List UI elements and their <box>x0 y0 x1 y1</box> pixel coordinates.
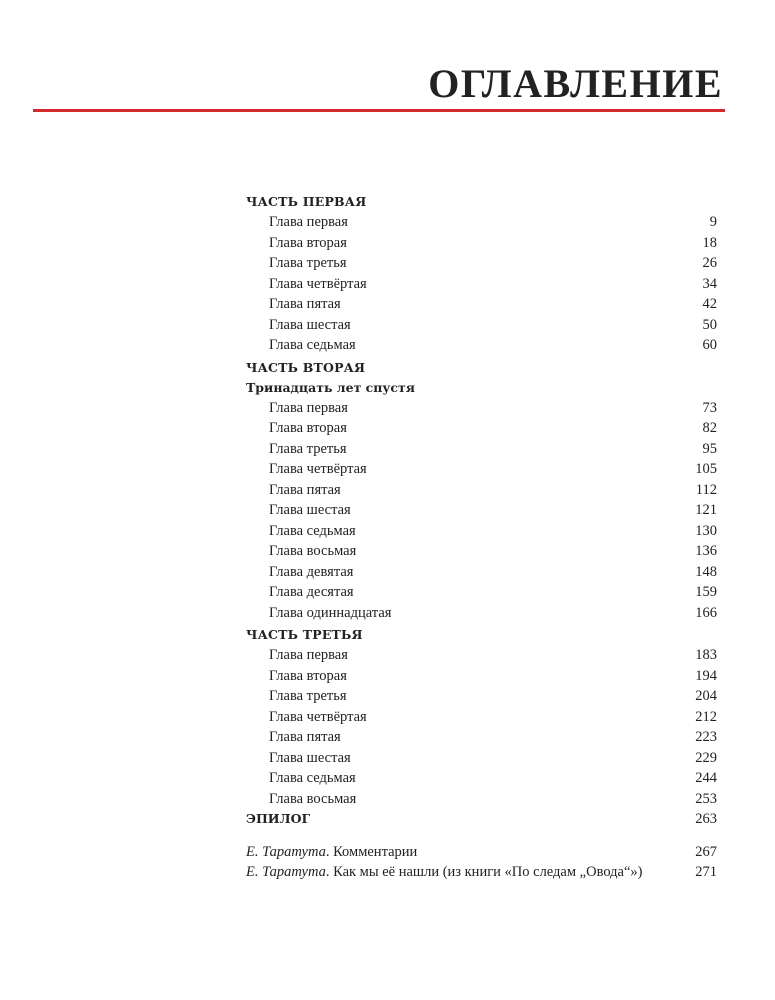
toc-entry[interactable] <box>246 315 717 336</box>
author-name: Е. Таратута <box>246 843 326 860</box>
page-number: 112 <box>695 481 717 498</box>
part-heading: ЧАСТЬ ВТОРАЯ <box>246 359 366 375</box>
page-number: 136 <box>695 543 717 559</box>
chapter-title: Глава четвёртая <box>269 275 367 292</box>
chapter-title: Глава первая <box>269 647 348 663</box>
page-number: 9 <box>709 214 717 230</box>
page-number: 148 <box>695 563 717 580</box>
page-number: 95 <box>702 440 717 457</box>
chapter-title: Глава седьмая <box>269 337 356 353</box>
chapter-title: Глава восьмая <box>269 790 357 807</box>
chapter-title: Глава шестая <box>269 502 351 518</box>
appendix-text: . Как мы её нашли (из книги «По следам „Овода“») <box>325 864 643 880</box>
toc-entry-appendix[interactable] <box>246 862 717 883</box>
chapter-title: Глава пятая <box>269 729 341 745</box>
toc-entry[interactable] <box>246 727 717 748</box>
page-number: 212 <box>695 708 717 725</box>
page-number: 183 <box>695 647 717 663</box>
page-number: 271 <box>695 864 717 880</box>
page-number: 26 <box>702 255 717 271</box>
page-number: 121 <box>695 502 717 518</box>
toc-entry[interactable] <box>246 253 717 274</box>
page-number: 42 <box>702 296 717 312</box>
chapter-title: Глава вторая <box>269 667 347 684</box>
chapter-title: Глава пятая <box>269 481 341 498</box>
chapter-title: Глава девятая <box>269 563 354 580</box>
appendix-title <box>246 862 642 883</box>
chapter-title: Глава третья <box>269 688 347 704</box>
chapter-title: Глава четвёртая <box>269 708 367 725</box>
page-number: 267 <box>695 843 717 860</box>
chapter-title: Глава пятая <box>269 296 341 312</box>
appendix-text: . Комментарии <box>325 843 418 860</box>
chapter-title: Глава вторая <box>269 420 347 436</box>
chapter-title: Глава шестая <box>269 316 351 333</box>
toc-entry[interactable] <box>246 686 717 707</box>
toc-entry[interactable] <box>246 439 717 460</box>
toc-entry[interactable] <box>246 562 717 583</box>
chapter-title: Глава седьмая <box>269 770 356 786</box>
toc-entry[interactable] <box>246 294 717 315</box>
toc-entry[interactable] <box>246 233 717 254</box>
toc-entry[interactable] <box>246 645 717 666</box>
author-name: Е. Таратута <box>246 864 326 880</box>
chapter-title: Глава третья <box>269 255 347 271</box>
page-number: 73 <box>702 399 717 416</box>
chapter-title: Глава одиннадцатая <box>269 604 392 621</box>
page-number: 105 <box>695 461 717 477</box>
toc-entry[interactable] <box>246 789 717 810</box>
chapter-title: Глава первая <box>269 214 348 230</box>
toc-entry[interactable] <box>246 274 717 295</box>
page-number: 194 <box>695 667 717 684</box>
toc-entry[interactable] <box>246 707 717 728</box>
chapter-title: Глава восьмая <box>269 543 357 559</box>
page-number: 223 <box>695 729 717 745</box>
toc-entry-epilog[interactable] <box>246 809 717 830</box>
page-number: 204 <box>695 688 717 704</box>
page-number: 166 <box>695 604 717 621</box>
toc-entry[interactable] <box>246 768 717 789</box>
page-number: 60 <box>702 337 717 353</box>
toc-entry[interactable] <box>246 398 717 419</box>
toc-entry[interactable] <box>246 582 717 603</box>
toc-entry[interactable] <box>246 500 717 521</box>
chapter-title: Глава первая <box>269 399 348 416</box>
chapter-title: Глава четвёртая <box>269 461 367 477</box>
page-title: ОГЛАВЛЕНИЕ <box>428 61 723 106</box>
toc-entry[interactable] <box>246 748 717 769</box>
toc-entry[interactable] <box>246 212 717 233</box>
page-number: 130 <box>695 522 717 539</box>
toc-entry[interactable] <box>246 335 717 356</box>
epilog-title: ЭПИЛОГ <box>246 811 311 826</box>
page-number: 263 <box>695 811 717 827</box>
part-heading: ЧАСТЬ ТРЕТЬЯ <box>246 627 363 642</box>
chapter-title: Глава третья <box>269 440 347 457</box>
page-number: 82 <box>702 420 717 436</box>
chapter-title: Глава седьмая <box>269 522 356 539</box>
toc-entry[interactable] <box>246 603 717 624</box>
chapter-title: Глава шестая <box>269 749 351 766</box>
toc-entry[interactable] <box>246 480 717 501</box>
chapter-title: Глава вторая <box>269 234 347 251</box>
toc-entry[interactable] <box>246 418 717 439</box>
page-number: 229 <box>695 749 717 766</box>
toc-entry[interactable] <box>246 459 717 480</box>
toc-entry[interactable] <box>246 666 717 687</box>
toc-entry[interactable] <box>246 521 717 542</box>
page-number: 50 <box>702 316 717 333</box>
part-heading: ЧАСТЬ ПЕРВАЯ <box>246 194 367 209</box>
page-number: 159 <box>695 584 717 600</box>
page-number: 18 <box>702 234 717 251</box>
appendix-title <box>246 842 417 863</box>
chapter-title: Глава десятая <box>269 584 354 600</box>
title-rule <box>33 109 725 112</box>
part-subtitle: Тринадцать лет спустя <box>246 379 416 395</box>
page-number: 244 <box>695 770 717 786</box>
page-number: 253 <box>695 790 717 807</box>
spacer <box>246 830 717 842</box>
page-number: 34 <box>702 275 717 292</box>
toc-entry[interactable] <box>246 541 717 562</box>
toc-entry-appendix[interactable] <box>246 842 717 863</box>
table-of-contents <box>246 192 717 883</box>
